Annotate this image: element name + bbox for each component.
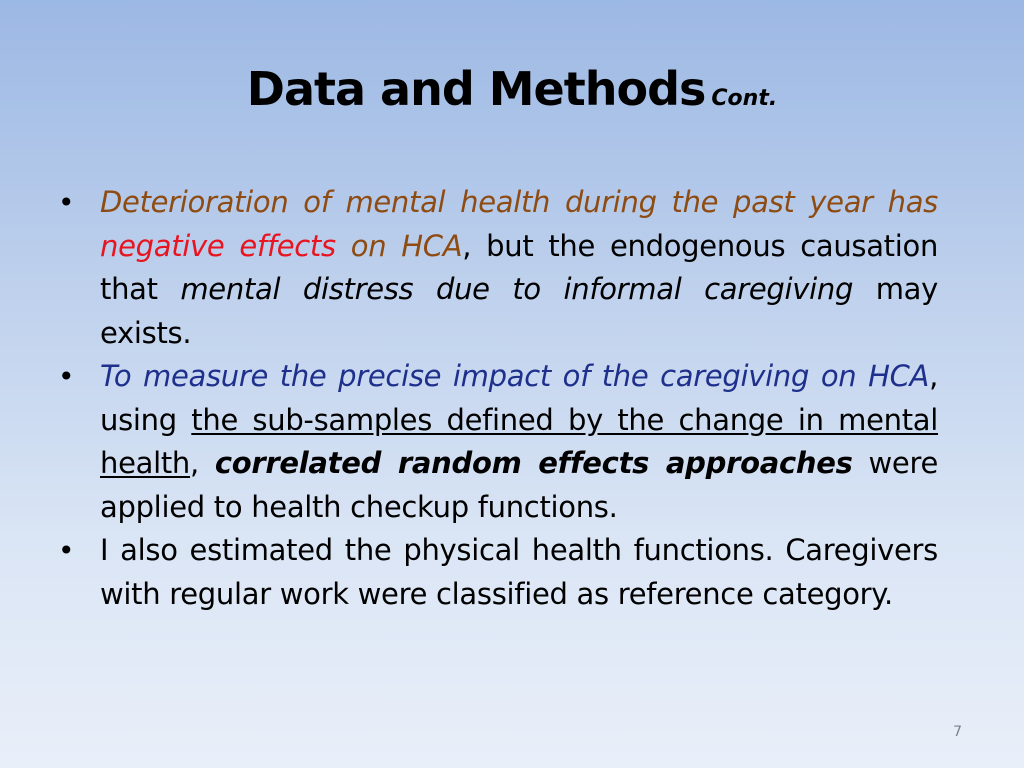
bullet-3-text: I also estimated the physical health functions. Caregivers with regular work were classified as reference category. [100,533,938,611]
bullet-item-1 [58,181,938,355]
bullet-item-3 [58,529,938,616]
bullet-marker: • [58,186,75,219]
title-main: Data and Methods [246,62,706,116]
bullet-1-ending: may exists. [100,272,939,350]
bullet-1-negative-effects: negative effects [100,228,336,263]
bullet-2-comma: , [190,446,199,480]
bullet-list [58,181,938,616]
bullet-marker: • [58,360,75,393]
bullet-2-intro: To measure the precise impact of the caregiving on HCA [100,359,930,393]
bullet-2-sub-samples: the sub-samples defined by the change in mental health [100,402,939,480]
bullet-marker: • [58,534,75,567]
bullet-2-cre-approaches: correlated random effects approaches [214,446,853,480]
slide-title [0,62,1024,117]
bullet-item-2 [58,355,938,529]
page-number: 7 [953,724,962,740]
title-suffix: Cont. [711,86,778,111]
bullet-1-causation: , but the endogenous causation that [100,228,939,306]
bullet-2-using: , using [100,359,938,437]
bullet-1-on-hca: on HCA [350,228,463,263]
bullet-1-mental-distress: mental distress due to informal caregiving [180,272,854,306]
bullet-2-ending: were applied to health checkup functions. [100,446,938,524]
bullet-1-intro: Deterioration of mental health during the past year has [100,185,938,219]
